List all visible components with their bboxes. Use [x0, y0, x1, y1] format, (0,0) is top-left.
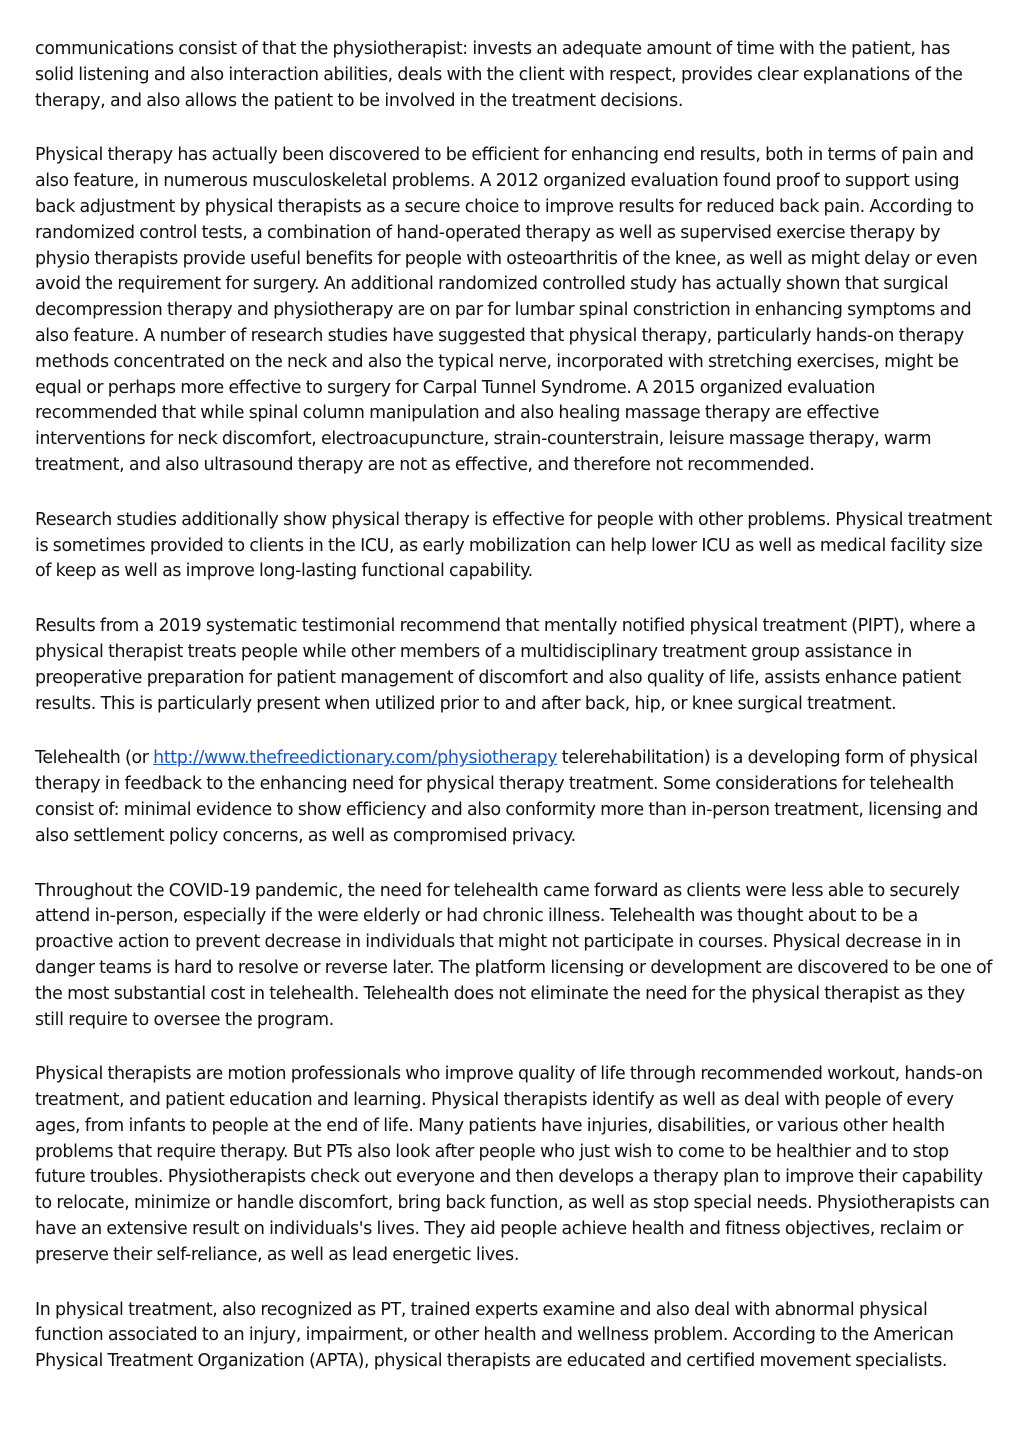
paragraph-covid: Throughout the COVID-19 pandemic, the need for telehealth came forward as clients were less able to securely attend in-person, especially if the were elderly or had chronic illness. Telehealth was thought about to be a proactive action to prevent decrease in individuals that might not participate in courses. Physical decrease in in danger teams is hard to resolve or reverse later. The platform licensing or development are discovered to be one of the most substantial cost in telehealth. Telehealth does not eliminate the need for the physical therapist as they still require to oversee the program.: [35, 880, 993, 1030]
paragraph-apta: In physical treatment, also recognized as PT, trained experts examine and also deal with abnormal physical function associated to an injury, impairment, or other health and wellness problem. According to the American Physical Treatment Organization (APTA), physical therapists are educated and certified movement specialists.: [35, 1299, 954, 1372]
dictionary-link[interactable]: http://www.thefreedictionary.com/physiotherapy: [153, 748, 558, 769]
document-body: [35, 37, 993, 1404]
paragraph-communications: communications consist of that the physiotherapist: invests an adequate amount of time with the patient, has solid listening and also interaction abilities, deals with the client with respect, provides clear explanations of the therapy, and also allows the patient to be involved in the treatment decisions.: [35, 39, 963, 111]
paragraph-pipt: Results from a 2019 systematic testimonial recommend that mentally notified physical treatment (PIPT), where a physical therapist treats people while other members of a multidisciplinary treatment group assistance in preoperative preparation for patient management of discomfort and also quality of life, assists enhance patient results. This is particularly present when utilized prior to and after back, hip, or knee surgical treatment.: [35, 616, 976, 714]
telehealth-text-before: Telehealth (or: [35, 748, 154, 769]
paragraph-icu: Research studies additionally show physical therapy is effective for people with other problems. Physical treatment is sometimes provided to clients in the ICU, as early mobilization can help lower ICU as well as medical facility size of keep as well as improve long-lasting functional capability.: [35, 509, 992, 582]
telehealth-text-after: telerehabilitation) is a developing form of physical therapy in feedback to the enhancing need for physical therapy treatment. Some considerations for telehealth consist of: minimal evidence to show efficiency and also conformity more than in-person treatment, licensing and also settlement policy concerns, as well as compromised privacy.: [35, 748, 979, 846]
paragraph-effectiveness: Physical therapy has actually been discovered to be efficient for enhancing end results, both in terms of pain and also feature, in numerous musculoskeletal problems. A 2012 organized evaluation found proof to support using back adjustment by physical therapists as a secure choice to improve results for reduced back pain. According to randomized control tests, a combination of hand-operated therapy as well as supervised exercise therapy by physio therapists provide useful benefits for people with osteoarthritis of the knee, as well as might delay or even avoid the requirement for surgery. An additional randomized controlled study has actually shown that surgical decompression therapy and physiotherapy are on par for lumbar spinal constriction in enhancing symptoms and also feature. A number of research studies have suggested that physical therapy, particularly hands-on therapy methods concentrated on the neck and also the typical nerve, incorporated with stretching exercises, might be equal or perhaps more effective to surgery for Carpal Tunnel Syndrome. A 2015 organized evaluation recommended that while spinal column manipulation and also healing massage therapy are effective interventions for neck discomfort, electroacupuncture, strain-counterstrain, leisure massage therapy, warm treatment, and also ultrasound therapy are not as effective, and therefore not recommended.: [35, 145, 978, 475]
paragraph-motion-professionals: Physical therapists are motion professionals who improve quality of life through recommended workout, hands-on treatment, and patient education and learning. Physical therapists identify as well as deal with people of every ages, from infants to people at the end of life. Many patients have injuries, disabilities, or various other health problems that require therapy. But PTs also look after people who just wish to come to be healthier and to stop future troubles. Physiotherapists check out everyone and then develops a therapy plan to improve their capability to relocate, minimize or handle discomfort, bring back function, as well as stop special needs. Physiotherapists can have an extensive result on individuals's lives. They aid people achieve health and fitness objectives, reclaim or preserve their self-reliance, as well as lead energetic lives.: [35, 1064, 990, 1265]
paragraph-telehealth: [35, 746, 993, 849]
